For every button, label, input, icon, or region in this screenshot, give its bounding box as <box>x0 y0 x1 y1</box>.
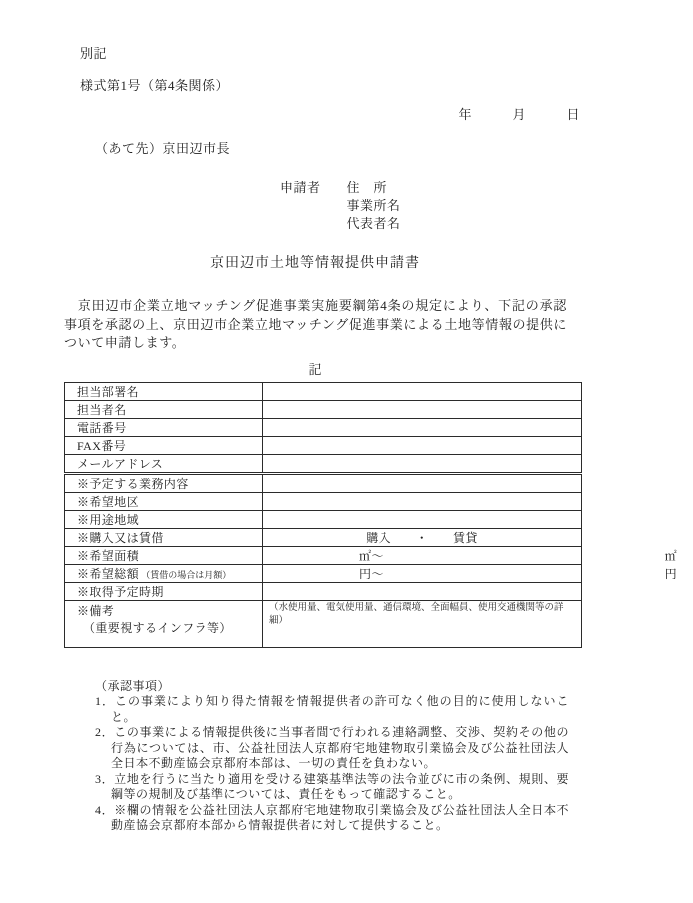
table-row <box>65 546 582 564</box>
approval-note-item: 3．立地を行うに当たり適用を受ける建築基準法等の法令並びに市の条例、規則、要綱等の規制及び基準については、責任をもって確認すること。 <box>95 771 569 801</box>
row-label: ※購入又は賃借 <box>65 528 263 546</box>
row-label: ※予定する業務内容 <box>65 473 263 492</box>
date-line: 年 月 日 <box>458 107 580 122</box>
applicant-representative-label: 代表者名 <box>346 216 401 231</box>
row-label-line2: （重要視するインフラ等） <box>83 620 232 635</box>
row-value: （水使用量、電気使用量、通信環境、全面幅員、使用交通機関等の詳細） <box>263 600 582 647</box>
table-row <box>65 436 582 454</box>
range-to: 円 <box>664 566 677 581</box>
approval-note-item: 4．※欄の情報を公益社団法人京都府宅地建物取引業協会及び公益社団法人全日本不動産協会京都府本部から情報提供者に対して提供すること。 <box>95 802 569 832</box>
row-value: 購入 ・ 賃貸 <box>263 528 582 546</box>
applicant-block <box>280 179 630 233</box>
row-value <box>263 492 582 510</box>
range-to: ㎡ <box>664 548 677 563</box>
row-value <box>263 473 582 492</box>
range-from: 円～ <box>359 566 384 581</box>
applicant-office-label: 事業所名 <box>346 198 401 213</box>
row-label-sub: （賃借の場合は月額） <box>139 569 232 580</box>
row-value <box>263 454 582 473</box>
row-value <box>263 400 582 418</box>
row-label: ※希望面積 <box>65 546 263 564</box>
applicant-label: 申請者 <box>280 180 321 195</box>
table-row <box>65 418 582 436</box>
approval-notes-list <box>95 694 569 834</box>
addressee-line: （あて先）京田辺市長 <box>95 141 231 156</box>
applicant-address-label: 住 所 <box>346 180 388 195</box>
table-row <box>65 582 582 600</box>
table-row <box>65 492 582 510</box>
form-table-body <box>65 382 677 647</box>
document-title: 京田辺市土地等情報提供申請書 <box>210 256 420 271</box>
form-number: 様式第1号（第4条関係） <box>80 78 230 93</box>
row-value <box>263 436 582 454</box>
row-value <box>263 510 582 528</box>
row-value <box>263 546 677 564</box>
applicant-fields <box>347 179 401 233</box>
table-row <box>65 510 582 528</box>
table-row <box>65 473 582 492</box>
table-row <box>65 528 582 546</box>
row-label: ※用途地域 <box>65 510 263 528</box>
table-row <box>65 454 582 473</box>
approval-notes <box>95 679 569 834</box>
row-label: 担当部署名 <box>65 382 263 400</box>
approval-note-item: 2．この事業による情報提供後に当事者間で行われる連絡調整、交渉、契約その他の行為については、市、公益社団法人京都府宅地建物取引業協会及び公益社団法人全日本不動産協会京都府本部は、一切の責任を負わない。 <box>95 725 569 770</box>
table-row <box>65 382 582 400</box>
row-label: 担当者名 <box>65 400 263 418</box>
row-value <box>263 582 582 600</box>
row-label: メールアドレス <box>65 454 263 473</box>
approval-note-item: 1．この事業により知り得た情報を情報提供者の許可なく他の目的に使用しないこと。 <box>95 694 569 724</box>
row-value <box>263 564 677 582</box>
range-from: ㎡～ <box>359 548 384 563</box>
row-value <box>263 418 582 436</box>
body-paragraph: 京田辺市企業立地マッチング促進事業実施要綱第4条の規定により、下記の承認事項を承認の上、京田辺市企業立地マッチング促進事業による土地等情報の提供について申請します。 <box>64 298 567 350</box>
row-label: 電話番号 <box>65 418 263 436</box>
approval-notes-header: （承認事項） <box>95 678 171 693</box>
section-marker: 記 <box>308 361 322 377</box>
attachment-note: 別記 <box>80 46 108 61</box>
row-label: ※備考 （重要視するインフラ等） <box>65 600 263 647</box>
row-value <box>263 382 582 400</box>
row-label: ※希望総額 （賃借の場合は月額） <box>65 564 263 582</box>
table-row <box>65 400 582 418</box>
table-row <box>65 564 582 582</box>
row-label: ※取得予定時期 <box>65 582 263 600</box>
row-label: ※希望地区 <box>65 492 263 510</box>
application-form-table <box>64 382 677 648</box>
row-label: FAX番号 <box>65 436 263 454</box>
table-row <box>65 600 582 647</box>
